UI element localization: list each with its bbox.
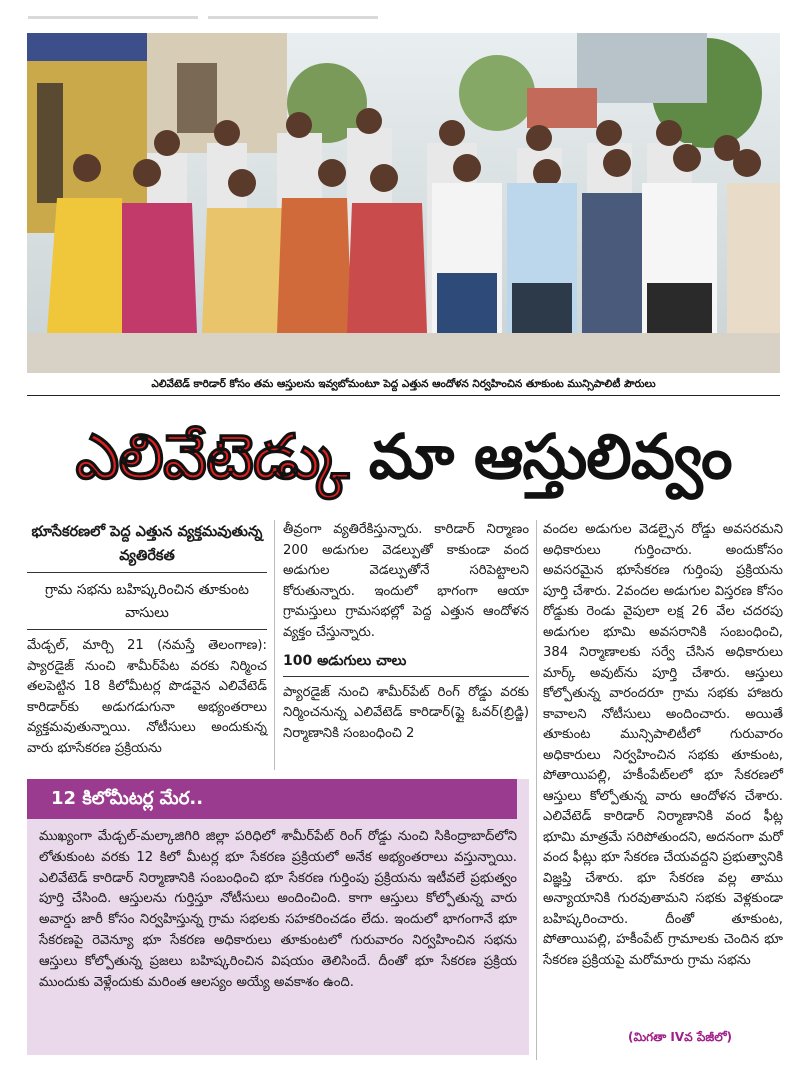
headline-black: కు మా ఆస్తులివ్వం <box>348 420 732 493</box>
column-1 <box>27 520 267 759</box>
top-rule <box>28 4 788 14</box>
photo-illustration <box>27 33 780 373</box>
protest-photo <box>27 33 780 373</box>
continued-note: (మిగతా IVవ పేజీలో) <box>627 1030 733 1044</box>
column-divider <box>536 520 537 1060</box>
sidebar-box <box>27 779 529 1055</box>
headline-red: ఎలివేటెడ్ <box>75 420 349 493</box>
shoulder-heading: 100 అడుగులు చాలు <box>283 651 529 677</box>
photo-caption: ఎలివేటెడ్ కారిడార్ కోసం తమ ఆస్తులను ఇవ్వబోమంటూ పెద్ద ఎత్తున ఆందోళన నిర్వహించిన తూకుంట మున్సిపాలిటీ పౌరులు <box>27 373 780 396</box>
subhead-first: భూసేకరణలో పెద్ద ఎత్తున వ్యక్తమవుతున్న వ్యతిరేకత <box>27 520 267 573</box>
column-2-text-b: ప్యారడైజ్ నుంచి శామీర్‌పేట్ రింగ్ రోడ్డు వరకు నిర్మించనున్న ఎలివేటెడ్ కారిడార్(ఫ్లై ఓవర్(బ్రిడ్జి) నిర్మాణానికి సంబంధించి 2 <box>283 684 529 741</box>
headline <box>27 402 780 512</box>
subhead-second: గ్రామ సభను బహిష్కరించిన తూకుంట వాసులు <box>27 579 267 630</box>
column-2 <box>283 520 529 744</box>
column-3-text: వందల అడుగుల వెడల్పైన రోడ్డు అవసరమని అధికారులు గుర్తించారు. అందుకోసం అవసరమైన భూసేకరణ గుర్తింపు ప్రక్రియను పూర్తి చేశారు. 2వందల అడుగుల విస్తరణ కోసం రోడ్డుకు రెండు వైపులా లక్ష 26 వేల చదరపు అడుగుల భూమి అవసరానికి సంబంధించి, 384 నిర్మాణాలకు సర్వే చేసిన అధికారులు మార్క్ అవుట్‌ను పూర్తి చేశారు. ఆస్తులు కోల్పోతున్న వారందరూ గ్రామ సభకు హాజరు కావాలని నోటీసులు అందించారు. అయితే తూకుంట మున్సిపాలిటీలో గురువారం అధికారులు నిర్వహించిన సభకు తూకుంట, పోతాయిపల్లి, హకీంపేట్‌లలో భూ సేకరణలో ఆస్తులు కోల్పోతున్న వారు ఆందోళన చేశారు. ఎలివేటెడ్ కారిడార్ నిర్మాణానికి వంద ఫీట్ల భూమి మాత్రమే సరిపోతుందని, అదనంగా మరో వంద ఫీట్లు భూ సేకరణ చేయవద్దని ప్రభుత్వానికి విజ్ఞప్తి చేశారు. భూ సేకరణ వల్ల తాము అన్యాయానికి గురవుతామని సభకు వెళ్లకుండా బహిష్కరించారు. దీంతో తూకుంట, పోతాయిపల్లి, హకీంపేట్ గ్రామాలకు చెందిన భూ సేకరణ ప్రక్రియపై మరోమారు గ్రామ సభను <box>543 522 783 968</box>
box-body-text: ముఖ్యంగా మేడ్చల్-మల్కాజిగిరి జిల్లా పరిధిలో శామీర్‌పేట్ రింగ్ రోడ్డు నుంచి సికింద్రాబాద్‌లోని లోతుకుంట వరకు 12 కిలో మీటర్ల భూ సేకరణ ప్రక్రియలో అనేక అభ్యంతరాలు వస్తున్నాయి. ఎలివేటెడ్ కారిడార్ నిర్మాణానికి సంబంధించి భూ సేకరణ గుర్తింపు ప్రక్రియను ఇటీవలే ప్రభుత్వం పూర్తి చేసింది. ఆస్తులను గుర్తిస్తూ నోటీసులు అందించింది. కాగా ఆస్తులు కోల్పోతున్న వారు అవార్డు జారీ కోసం నిర్వహిస్తున్న గ్రామ సభలకు సహకరించడం లేదు. ఇందులో భాగంగానే భూ సేకరణపై రెవెన్యూ భూ సేకరణ అధికారులు తూకుంటలో గురువారం నిర్వహించిన సభను ఆస్తులు కోల్పోతున్న ప్రజలు బహిష్కరించిన విషయం తెలిసిందే. దీంతో భూ సేకరణ ప్రక్రియ ముందుకు వెళ్లేందుకు మరింత ఆలస్యం అయ్యే అవకాశం ఉంది. <box>39 829 517 990</box>
box-title: 12 కిలోమీటర్ల మేర.. <box>27 779 517 819</box>
column-3 <box>543 520 783 971</box>
column-1-text: మేడ్చల్, మార్చి 21 (నమస్తే తెలంగాణ): ప్యారడైజ్ నుంచి శామీర్‌పేట వరకు నిర్మించ తలపెట్టిన 18 కిలోమీటర్ల పొడవైన ఎలివేటెడ్ కారిడార్‌కు అడుగడుగునా అభ్యంతరాలు వ్యక్తమవుతున్నాయి. నోటీసులు అందుకున్న వారు భూసేకరణ ప్రక్రియను <box>27 638 267 756</box>
column-divider <box>274 520 275 770</box>
box-body <box>39 827 517 993</box>
column-2-text-a: తీవ్రంగా వ్యతిరేకిస్తున్నారు. కారిడార్ నిర్మాణం 200 అడుగుల వెడల్పుతో కాకుండా వంద అడుగుల వెడల్పుతోనే సరిపెట్టాలని కోరుతున్నారు. ఇందులో భాగంగా ఆయా గ్రామస్తులు గ్రామసభల్లో పెద్ద ఎత్తున ఆందోళన వ్యక్తం చేస్తున్నారు. <box>283 522 529 640</box>
